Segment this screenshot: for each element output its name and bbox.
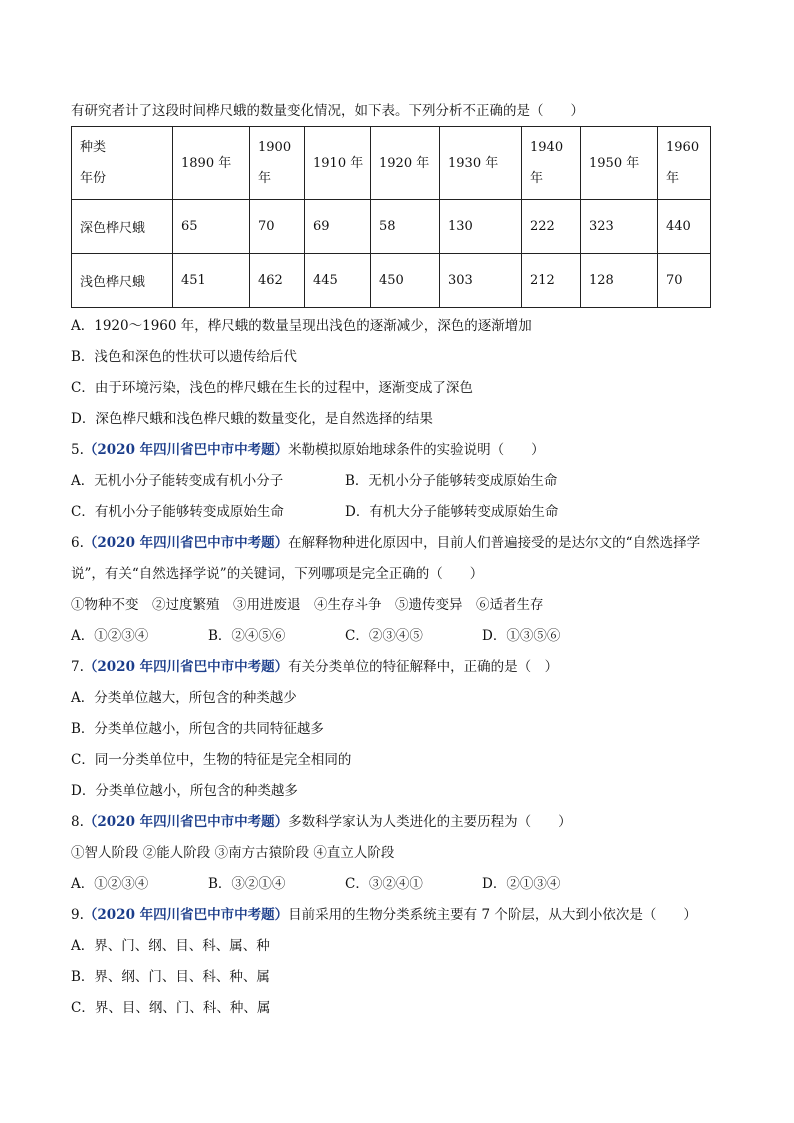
q9-option-b: B．界、纲、门、目、科、种、属 bbox=[71, 969, 270, 985]
table-cell: 445 bbox=[305, 254, 371, 308]
question-text: 在解释物种进化原因中，目前人们普遍接受的是达尔文的“自然选择学 bbox=[288, 535, 701, 551]
question-source: （2020 年四川省巴中市中考题） bbox=[83, 814, 289, 830]
q8-option-a: A．①②③④ bbox=[71, 876, 149, 892]
q9-option-c: C．界、目、纲、门、科、种、属 bbox=[71, 1000, 271, 1016]
table-cell: 303 bbox=[440, 254, 522, 308]
question-number: 9. bbox=[71, 907, 84, 923]
year-header-cell: 1900 年 bbox=[250, 127, 305, 200]
row-label: 深色桦尺蛾 bbox=[72, 200, 173, 254]
question-source: （2020 年四川省巴中市中考题） bbox=[83, 659, 289, 675]
moth-population-table bbox=[71, 126, 711, 308]
q4-option-d: D．深色桦尺蛾和浅色桦尺蛾的数量变化，是自然选择的结果 bbox=[71, 411, 433, 427]
question-source: （2020 年四川省巴中市中考题） bbox=[83, 907, 289, 923]
q6-option-b: B．②④⑤⑥ bbox=[208, 628, 286, 644]
question-text: 目前采用的生物分类系统主要有 7 个阶层，从大到小依次是（ ） bbox=[288, 907, 697, 923]
document-page bbox=[71, 96, 711, 1024]
q5-options-row bbox=[71, 466, 711, 497]
q5-options-row bbox=[71, 497, 711, 528]
table-cell: 450 bbox=[371, 254, 440, 308]
q9-option-a: A．界、门、纲、目、科、属、种 bbox=[71, 938, 270, 954]
table-row bbox=[72, 254, 711, 308]
question-9-stem bbox=[71, 900, 711, 931]
table-cell: 451 bbox=[173, 254, 250, 308]
q5-option-c: C．有机小分子能够转变成原始生命 bbox=[71, 504, 284, 520]
q7-option-b: B．分类单位越小，所包含的共同特征越多 bbox=[71, 721, 324, 737]
table-cell: 130 bbox=[440, 200, 522, 254]
table-cell: 70 bbox=[250, 200, 305, 254]
q8-option-c: C．③②④① bbox=[345, 876, 423, 892]
corner-year-label: 年份 bbox=[80, 171, 107, 186]
q4-option-c: C．由于环境污染，浅色的桦尺蛾在生长的过程中，逐渐变成了深色 bbox=[71, 380, 473, 396]
table-cell: 65 bbox=[173, 200, 250, 254]
question-text: 有关分类单位的特征解释中，正确的是（ ） bbox=[288, 659, 559, 675]
q4-option-a: A．1920～1960 年，桦尺蛾的数量呈现出浅色的逐渐减少，深色的逐渐增加 bbox=[71, 318, 532, 334]
year-header-cell: 1930 年 bbox=[440, 127, 522, 200]
q6-options-row bbox=[71, 621, 711, 652]
table-cell: 440 bbox=[658, 200, 711, 254]
q7-option-a: A．分类单位越大，所包含的种类越少 bbox=[71, 690, 297, 706]
q5-option-d: D．有机大分子能够转变成原始生命 bbox=[345, 504, 559, 520]
q8-option-d: D．②①③④ bbox=[482, 876, 561, 892]
q6-items: ①物种不变 ②过度繁殖 ③用进废退 ④生存斗争 ⑤遗传变异 ⑥适者生存 bbox=[71, 597, 544, 613]
question-number: 7. bbox=[71, 659, 84, 675]
q7-option-d: D．分类单位越小，所包含的种类越多 bbox=[71, 783, 298, 799]
question-number: 6. bbox=[71, 535, 84, 551]
q6-option-c: C．②③④⑤ bbox=[345, 628, 423, 644]
table-cell: 323 bbox=[581, 200, 658, 254]
question-7-stem bbox=[71, 652, 711, 683]
question-text: 米勒模拟原始地球条件的实验说明（ ） bbox=[288, 442, 545, 458]
year-header-cell: 1920 年 bbox=[371, 127, 440, 200]
q5-option-b: B．无机小分子能够转变成原始生命 bbox=[345, 473, 558, 489]
question-text: 多数科学家认为人类进化的主要历程为（ ） bbox=[288, 814, 572, 830]
table-cell: 128 bbox=[581, 254, 658, 308]
year-header-cell: 1890 年 bbox=[173, 127, 250, 200]
q8-option-b: B．③②①④ bbox=[208, 876, 286, 892]
table-cell: 69 bbox=[305, 200, 371, 254]
q6-option-a: A．①②③④ bbox=[71, 628, 149, 644]
question-source: （2020 年四川省巴中市中考题） bbox=[83, 535, 289, 551]
table-cell: 212 bbox=[522, 254, 581, 308]
year-header-cell: 1950 年 bbox=[581, 127, 658, 200]
corner-species-label: 种类 bbox=[80, 140, 107, 155]
table-cell: 58 bbox=[371, 200, 440, 254]
question-number: 8. bbox=[71, 814, 84, 830]
year-header-cell: 1940 年 bbox=[522, 127, 581, 200]
question-6-stem bbox=[71, 528, 711, 559]
table-cell: 222 bbox=[522, 200, 581, 254]
q7-option-c: C．同一分类单位中，生物的特征是完全相同的 bbox=[71, 752, 352, 768]
q8-options-row bbox=[71, 869, 711, 900]
question-source: （2020 年四川省巴中市中考题） bbox=[83, 442, 289, 458]
question-number: 5. bbox=[71, 442, 84, 458]
table-cell: 462 bbox=[250, 254, 305, 308]
q6-option-d: D．①③⑤⑥ bbox=[482, 628, 561, 644]
q8-items: ①智人阶段 ②能人阶段 ③南方古猿阶段 ④直立人阶段 bbox=[71, 845, 395, 861]
year-header-cell: 1910 年 bbox=[305, 127, 371, 200]
table-cell: 70 bbox=[658, 254, 711, 308]
question-8-stem bbox=[71, 807, 711, 838]
table-header-row bbox=[72, 127, 711, 200]
row-label: 浅色桦尺蛾 bbox=[72, 254, 173, 308]
table-corner-cell bbox=[72, 127, 173, 200]
question-5-stem bbox=[71, 435, 711, 466]
question-6-stem-cont: 说”，有关“自然选择学说”的关键词，下列哪项是完全正确的（ ） bbox=[71, 566, 484, 582]
q5-option-a: A．无机小分子能转变成有机小分子 bbox=[71, 473, 284, 489]
q4-option-b: B．浅色和深色的性状可以遗传给后代 bbox=[71, 349, 297, 365]
year-header-cell: 1960 年 bbox=[658, 127, 711, 200]
table-row bbox=[72, 200, 711, 254]
question-4-stem: 有研究者计了这段时间桦尺蛾的数量变化情况，如下表。下列分析不正确的是（ ） bbox=[71, 103, 584, 119]
